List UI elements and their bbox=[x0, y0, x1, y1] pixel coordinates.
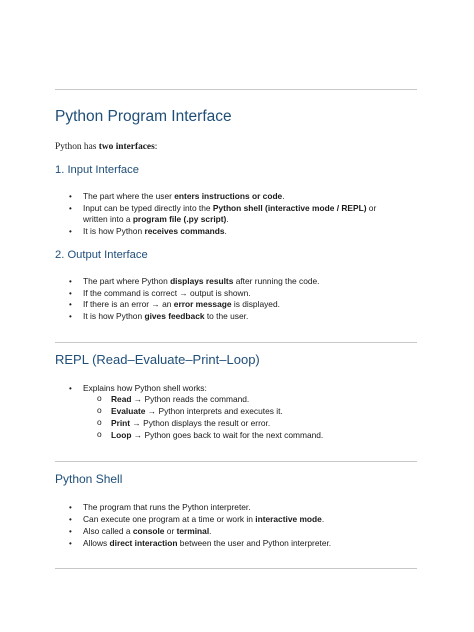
list-item: • The part where the user enters instructions or code. bbox=[83, 191, 285, 202]
input-interface-heading: 1. Input Interface bbox=[55, 164, 139, 176]
python-shell-heading: Python Shell bbox=[55, 472, 123, 486]
bottom-divider bbox=[55, 568, 417, 569]
list-item-continuation: written into a program file (.py script). bbox=[83, 214, 229, 224]
output-interface-heading: 2. Output Interface bbox=[55, 249, 148, 261]
top-divider bbox=[55, 89, 417, 90]
list-item: • It is how Python gives feedback to the user. bbox=[83, 311, 248, 322]
list-item: • Input can be typed directly into the Python shell (interactive mode / REPL) or bbox=[83, 203, 376, 214]
section-divider bbox=[55, 461, 417, 462]
repl-step-evaluate: o Evaluate → Python interprets and executes it. bbox=[111, 406, 283, 417]
list-item: • If the command is correct → output is shown. bbox=[83, 288, 251, 299]
repl-step-loop: o Loop → Python goes back to wait for the next command. bbox=[111, 430, 323, 441]
list-item: • Also called a console or terminal. bbox=[83, 526, 212, 537]
list-item: • It is how Python receives commands. bbox=[83, 226, 227, 237]
repl-step-read: o Read → Python reads the command. bbox=[111, 394, 249, 405]
list-item: • Can execute one program at a time or work in interactive mode. bbox=[83, 514, 324, 525]
list-item: • Allows direct interaction between the user and Python interpreter. bbox=[83, 538, 331, 549]
intro-text: Python has two interfaces: bbox=[55, 142, 158, 152]
repl-heading: REPL (Read–Evaluate–Print–Loop) bbox=[55, 352, 260, 367]
repl-step-print: o Print → Python displays the result or error. bbox=[111, 418, 270, 429]
section-divider bbox=[55, 342, 417, 343]
list-item: • The part where Python displays results after running the code. bbox=[83, 276, 320, 287]
list-item: • The program that runs the Python interpreter. bbox=[83, 502, 251, 513]
list-item: • If there is an error → an error message is displayed. bbox=[83, 299, 280, 310]
list-item: • Explains how Python shell works: bbox=[83, 383, 207, 394]
page-title: Python Program Interface bbox=[55, 108, 232, 125]
